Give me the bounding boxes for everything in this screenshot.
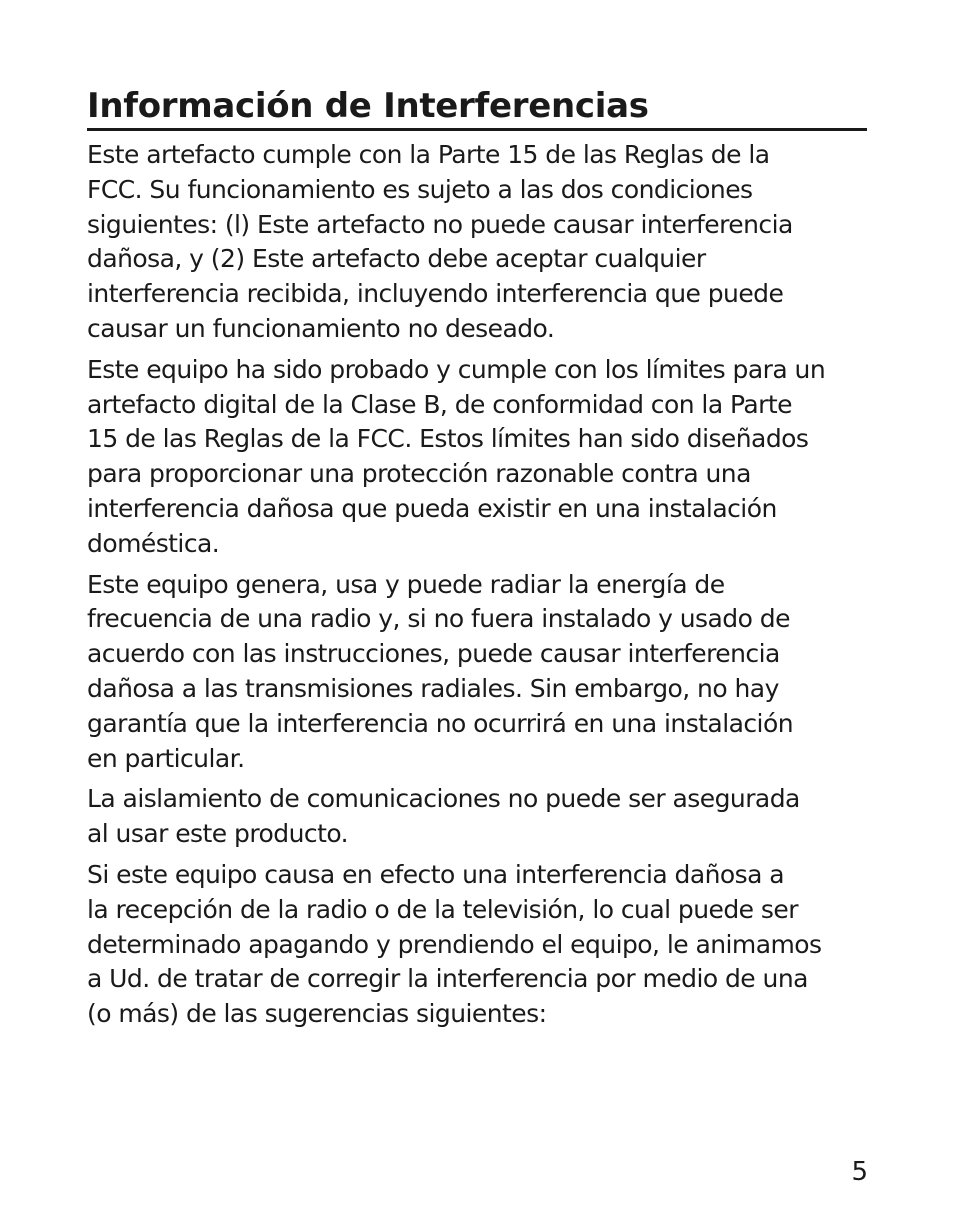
paragraph-correction-suggestions: Si este equipo causa en efecto una interferencia dañosa a la recepción de la radio o de la televisión, lo cual puede ser determinado apagando y prendiendo el equipo, le animamos a Ud. de tratar de corregir la interferencia por medio de una (o más) de las sugerencias siguientes: bbox=[87, 859, 822, 1029]
page-title: Información de Interferencias bbox=[87, 84, 867, 131]
paragraph-fcc-compliance: Este artefacto cumple con la Parte 15 de las Reglas de la FCC. Su funcionamiento es sujeto a las dos condiciones siguientes: (l) Este artefacto no puede causar interferencia dañosa, y (2) Este artefacto debe aceptar cualquier interferencia recibida, incluyendo interferencia que puede causar un funcionamiento no deseado. bbox=[87, 140, 793, 343]
paragraph-class-b-limits: Este equipo ha sido probado y cumple con los límites para un artefacto digital de la Clase B, de conformidad con la Parte 15 de las Reglas de la FCC. Estos límites han sido diseñados para proporcionar una protección razonable contra una interferencia dañosa que pueda existir en una instalación doméstica. bbox=[87, 354, 826, 558]
document-page bbox=[87, 84, 867, 1038]
paragraph-radio-energy: Este equipo genera, usa y puede radiar la energía de frecuencia de una radio y, si no fuera instalado y usado de acuerdo con las instrucciones, puede causar interferencia dañosa a las transmisiones radiales. Sin embargo, no hay garantía que la interferencia no ocurrirá en una instalación en particular. bbox=[87, 569, 793, 773]
page-number: 5 bbox=[851, 1157, 868, 1187]
paragraph-communications-privacy: La aislamiento de comunicaciones no puede ser asegurada al usar este producto. bbox=[87, 784, 800, 849]
